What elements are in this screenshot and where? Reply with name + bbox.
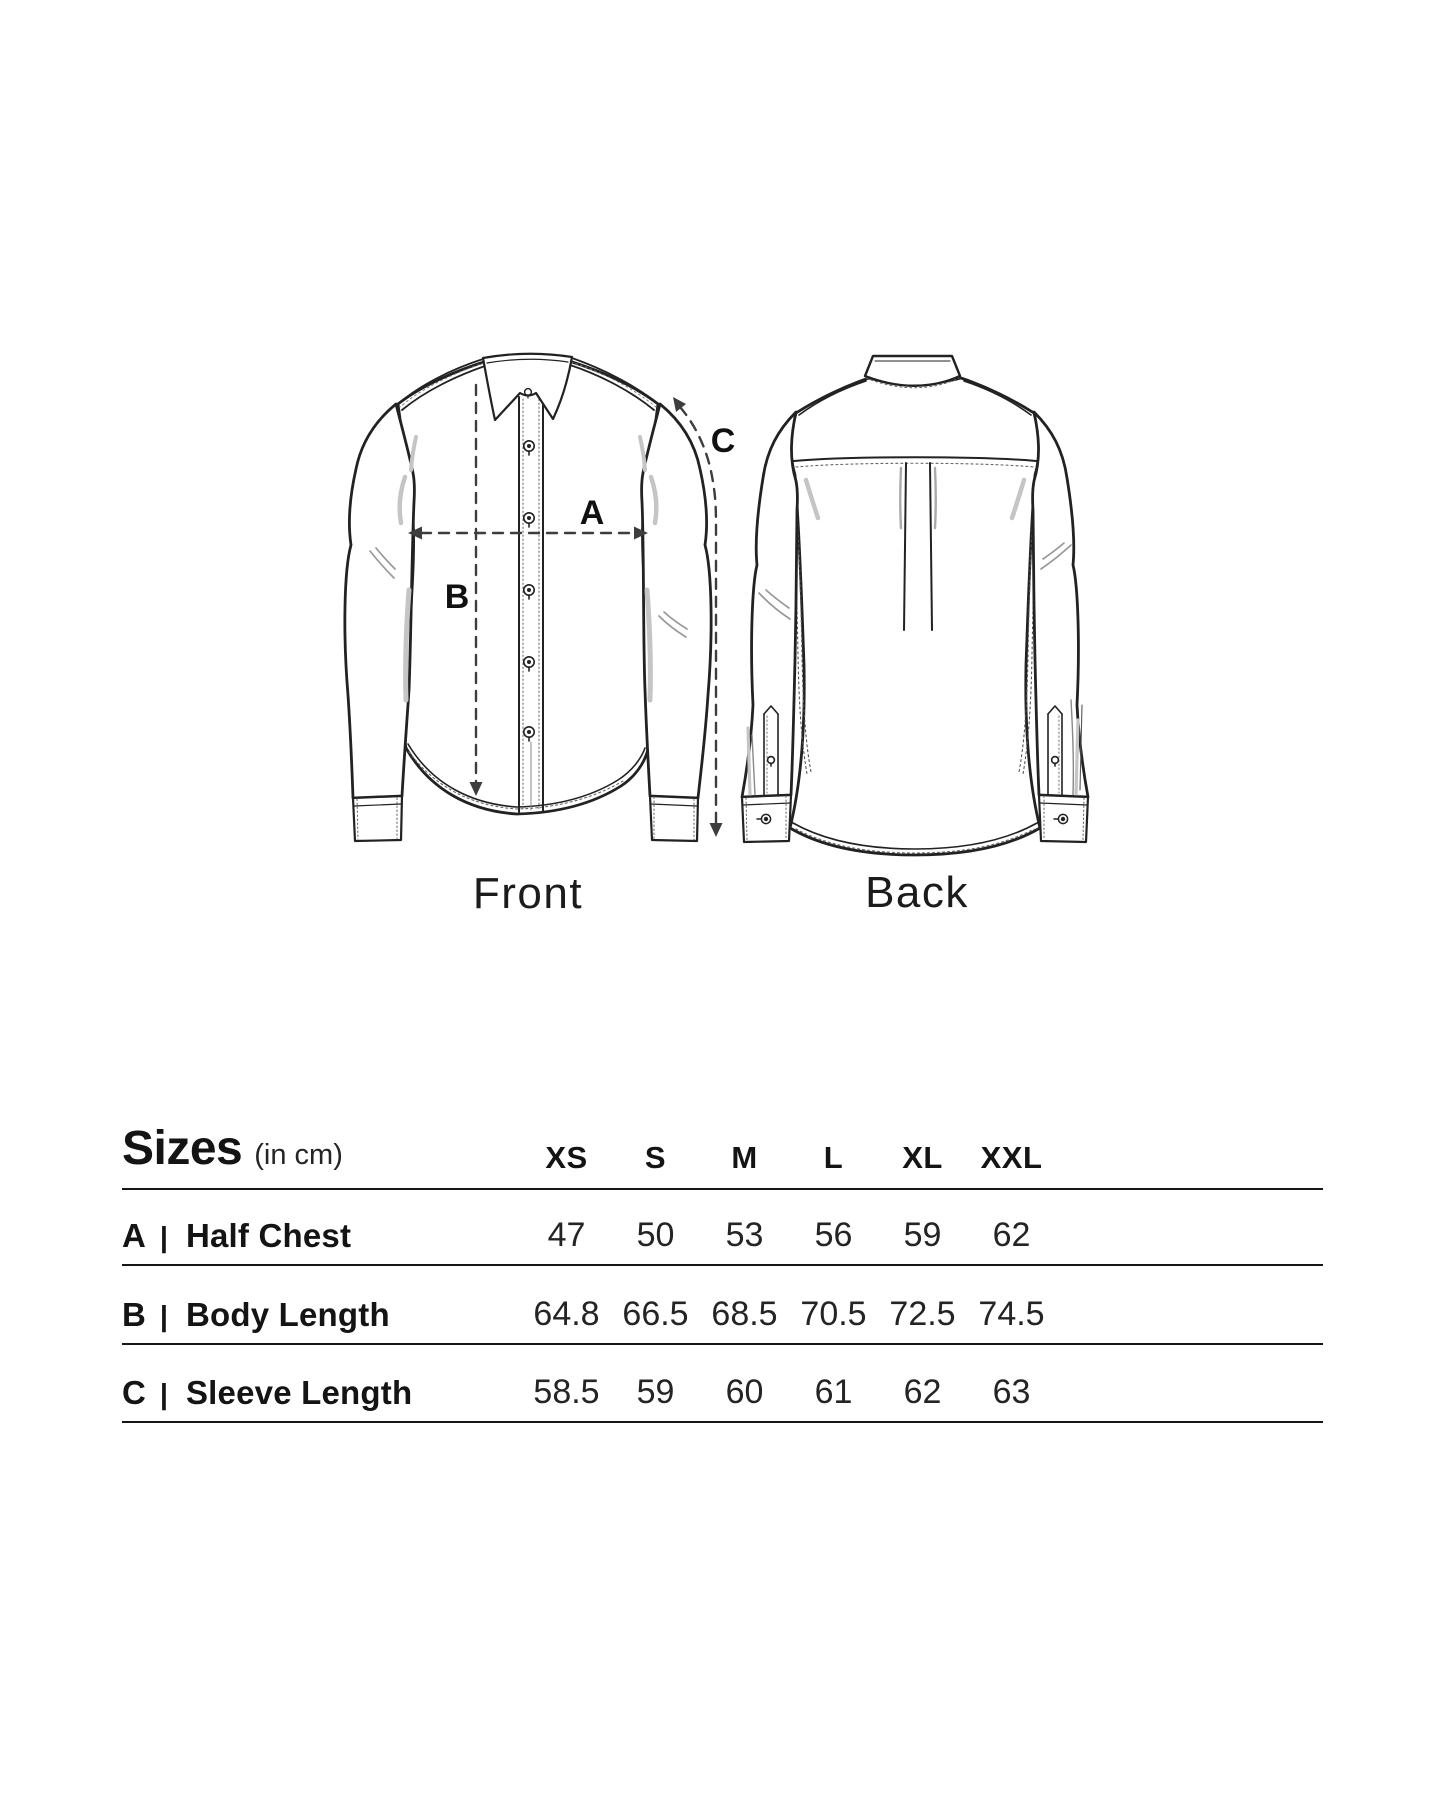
table-row-sleeve-length xyxy=(122,1345,1323,1423)
sleeve-length-xs: 58.5 xyxy=(533,1373,600,1411)
half-chest-s: 50 xyxy=(636,1216,675,1254)
body-length-xs: 64.8 xyxy=(533,1295,600,1333)
row-key-a: A xyxy=(122,1217,146,1254)
size-table-title: Sizes xyxy=(122,1122,243,1175)
front-right-cuff xyxy=(650,796,698,841)
front-left-cuff xyxy=(353,796,402,841)
back-body xyxy=(790,378,1040,855)
row-label-body-length xyxy=(122,1296,522,1334)
body-length-xxl: 74.5 xyxy=(978,1295,1045,1333)
column-header-l: L xyxy=(823,1140,844,1175)
row-label-sleeve-length xyxy=(122,1374,522,1412)
column-header-xl: XL xyxy=(902,1140,943,1175)
front-view-label: Front xyxy=(472,869,584,918)
sleeve-length-l: 61 xyxy=(814,1373,853,1411)
column-header-s: S xyxy=(644,1140,667,1175)
back-right-sleeve xyxy=(1033,412,1088,797)
row-separator: | xyxy=(159,1379,168,1411)
shirt-front-drawing xyxy=(345,354,711,841)
half-chest-xl: 59 xyxy=(903,1216,942,1254)
body-length-m: 68.5 xyxy=(711,1295,778,1333)
half-chest-xxl: 62 xyxy=(992,1216,1031,1254)
body-length-l: 70.5 xyxy=(800,1295,867,1333)
half-chest-l: 56 xyxy=(814,1216,853,1254)
column-header-m: M xyxy=(731,1140,758,1175)
back-view-label: Back xyxy=(865,868,969,917)
row-name-sleeve-length: Sleeve Length xyxy=(185,1374,413,1411)
table-row-half-chest xyxy=(122,1190,1323,1266)
row-key-b: B xyxy=(122,1296,146,1333)
row-label-half-chest xyxy=(122,1217,522,1255)
shirt-back-drawing xyxy=(742,356,1088,855)
row-separator: | xyxy=(159,1301,168,1333)
half-chest-m: 53 xyxy=(725,1216,764,1254)
half-chest-xs: 47 xyxy=(547,1216,586,1254)
body-length-s: 66.5 xyxy=(622,1295,689,1333)
sleeve-length-m: 60 xyxy=(725,1373,764,1411)
sleeve-length-xxl: 63 xyxy=(992,1373,1031,1411)
measure-label-c: C xyxy=(710,422,736,460)
body-length-xl: 72.5 xyxy=(889,1295,956,1333)
size-table-header-row xyxy=(122,1122,1323,1190)
back-left-cuff xyxy=(742,795,791,842)
table-row-body-length xyxy=(122,1266,1323,1345)
measure-label-a: A xyxy=(579,494,605,532)
size-table xyxy=(122,1122,1323,1423)
size-table-title-cell xyxy=(122,1121,522,1176)
row-key-c: C xyxy=(122,1374,146,1411)
size-table-unit-note: (in cm) xyxy=(254,1139,343,1171)
back-right-cuff xyxy=(1039,795,1088,842)
sleeve-length-s: 59 xyxy=(636,1373,675,1411)
row-separator: | xyxy=(159,1222,168,1254)
row-name-body-length: Body Length xyxy=(185,1296,390,1333)
sleeve-length-xl: 62 xyxy=(903,1373,942,1411)
column-header-xs: XS xyxy=(545,1140,588,1175)
measure-label-b: B xyxy=(444,578,470,616)
front-right-sleeve xyxy=(642,404,712,798)
column-header-xxl: XXL xyxy=(980,1140,1043,1175)
front-left-sleeve xyxy=(345,404,415,798)
row-name-half-chest: Half Chest xyxy=(185,1217,352,1254)
